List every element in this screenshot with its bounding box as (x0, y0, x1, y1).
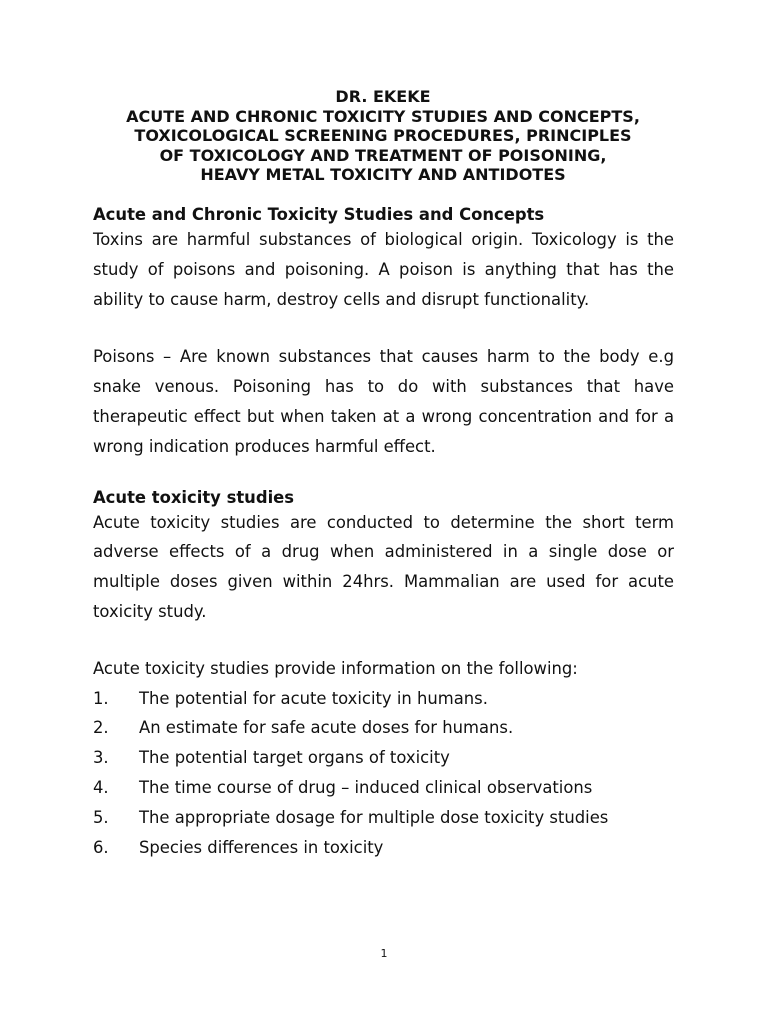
title-line: HEAVY METAL TOXICITY AND ANTIDOTES (200, 165, 566, 185)
list-item-number: 6. (93, 837, 109, 857)
title-line: OF TOXICOLOGY AND TREATMENT OF POISONING, (159, 145, 607, 165)
page-number: 1 (380, 947, 388, 960)
section-heading: Acute toxicity studies (93, 487, 295, 507)
list-item-text: Species differences in toxicity (139, 837, 384, 857)
list-item (93, 833, 674, 863)
list-item (93, 773, 674, 803)
list-item-text: The appropriate dosage for multiple dose toxicity studies (139, 807, 609, 827)
list-item-text: The time course of drug – induced clinical observations (139, 777, 593, 797)
list-item-text: An estimate for safe acute doses for humans. (139, 718, 514, 738)
list-item-text: The potential target organs of toxicity (139, 748, 450, 768)
list-item-text: The potential for acute toxicity in humans. (139, 688, 488, 708)
list-item-number: 4. (93, 777, 109, 797)
title-line: ACUTE AND CHRONIC TOXICITY STUDIES AND CONCEPTS, (126, 106, 640, 126)
body-paragraph: Toxins are harmful substances of biological origin. Toxicology is the study of poisons and poisoning. A poison is anything that has the ability to cause harm, destroy cells and disrupt functionality. (93, 230, 674, 309)
body-paragraph: Poisons – Are known substances that causes harm to the body e.g snake venous. Poisoning has to do with substances that have therapeutic effect but when taken at a wrong concentration and for a wrong indication produces harmful effect. (93, 347, 674, 456)
body-paragraph: Acute toxicity studies are conducted to determine the short term adverse effects of a drug when administered in a single dose or multiple doses given within 24hrs. Mammalian are used for acute toxicity study. (93, 512, 674, 621)
list-item (93, 803, 674, 833)
list-item-number: 2. (93, 718, 109, 738)
list-item (93, 743, 674, 773)
numbered-list (93, 684, 674, 863)
list-item (93, 684, 674, 714)
section-heading: Acute and Chronic Toxicity Studies and Concepts (93, 205, 545, 224)
document-title (60, 87, 706, 185)
list-item (93, 713, 674, 743)
list-item-number: 3. (93, 748, 109, 768)
list-intro: Acute toxicity studies provide information on the following: (93, 658, 578, 678)
list-item-number: 1. (93, 688, 109, 708)
title-line: TOXICOLOGICAL SCREENING PROCEDURES, PRINCIPLES (134, 126, 632, 146)
list-item-number: 5. (93, 807, 109, 827)
document-body (93, 204, 674, 862)
title-author: DR. EKEKE (335, 87, 431, 106)
